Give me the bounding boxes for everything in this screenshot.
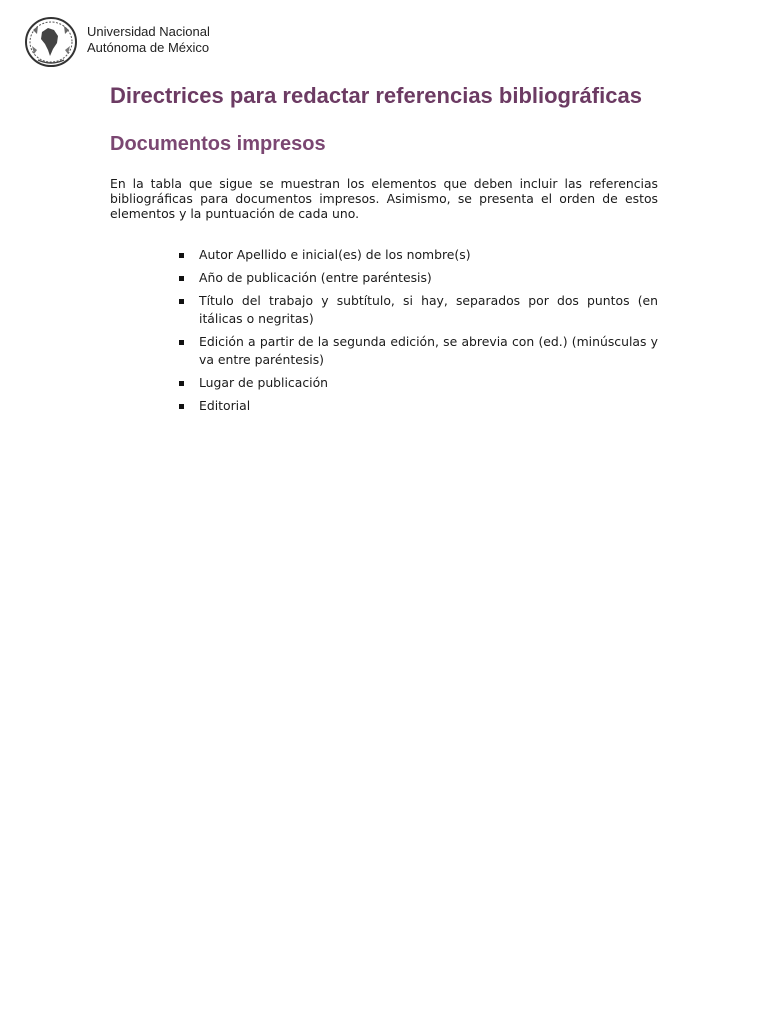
- page-header: [24, 16, 210, 68]
- list-item-text: Edición a partir de la segunda edición, se abrevia con (ed.) (minúsculas y va entre paréntesis): [199, 334, 658, 367]
- list-item-text: Año de publicación (entre paréntesis): [199, 270, 432, 285]
- list-item: [110, 292, 658, 328]
- list-item: [110, 374, 658, 392]
- square-bullet-icon: [179, 340, 184, 345]
- document-title: Directrices para redactar referencias bibliográficas: [110, 83, 642, 108]
- list-item: [110, 333, 658, 369]
- institution-name: [87, 24, 210, 56]
- list-item: [110, 397, 658, 415]
- section-title: Documentos impresos: [110, 133, 326, 155]
- list-item: [110, 246, 658, 264]
- unam-seal-icon: [24, 16, 78, 68]
- reference-elements-list: [110, 246, 658, 415]
- square-bullet-icon: [179, 276, 184, 281]
- list-item-text: Lugar de publicación: [199, 375, 329, 390]
- square-bullet-icon: [179, 253, 184, 258]
- list-item: [110, 269, 658, 287]
- list-item-text: Autor Apellido e inicial(es) de los nombre(s): [199, 247, 471, 262]
- square-bullet-icon: [179, 381, 184, 386]
- list-item-text: Editorial: [199, 398, 251, 413]
- document-body: [110, 83, 658, 420]
- institution-line-1: Universidad Nacional: [87, 24, 210, 39]
- square-bullet-icon: [179, 404, 184, 409]
- intro-paragraph: En la tabla que sigue se muestran los elementos que deben incluir las referencias bibliográficas para documentos impresos. Asimismo, se presenta el orden de estos elementos y la puntuación de cada uno.: [110, 176, 658, 221]
- square-bullet-icon: [179, 299, 184, 304]
- list-item-text: Título del trabajo y subtítulo, si hay, separados por dos puntos (en itálicas o negritas): [199, 293, 658, 326]
- institution-line-2: Autónoma de México: [87, 40, 210, 55]
